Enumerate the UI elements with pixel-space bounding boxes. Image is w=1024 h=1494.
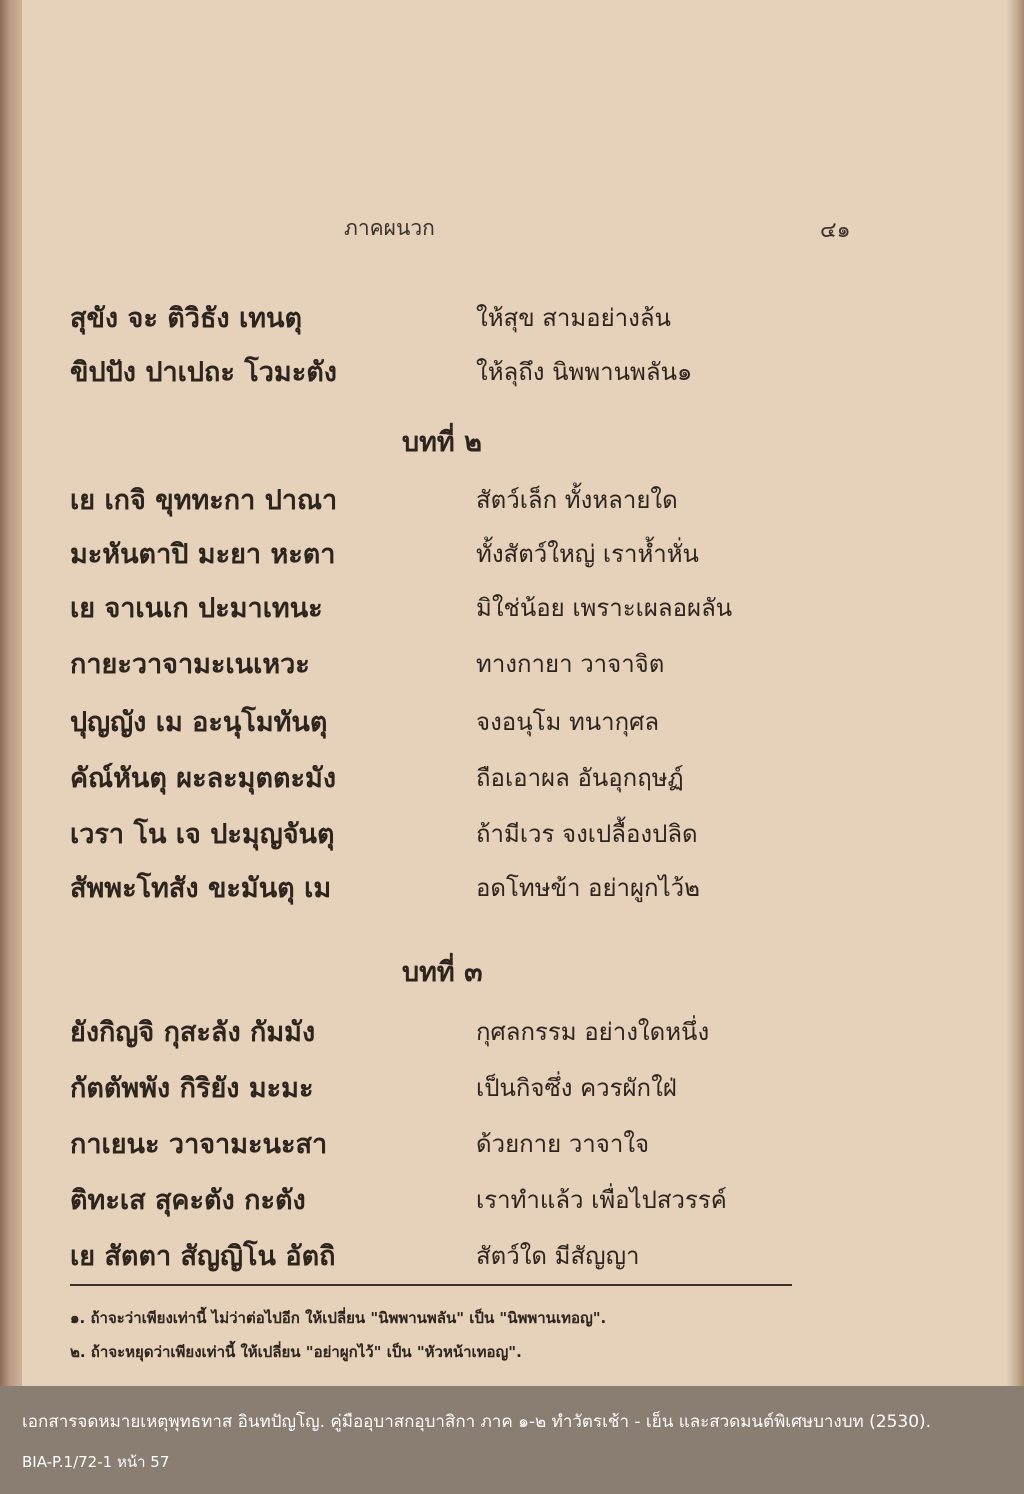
thai-translation: ถือเอาผล อันอุกฤษฏ์ bbox=[476, 764, 684, 792]
pali-text: กาเยนะ วาจามะนะสา bbox=[70, 1129, 328, 1160]
thai-translation: ถ้ามีเวร จงเปลื้องปลิด bbox=[476, 820, 698, 848]
footnote-divider bbox=[70, 1284, 792, 1286]
thai-translation: สัตว์เล็ก ทั้งหลายใด bbox=[476, 486, 678, 514]
verse-line bbox=[70, 1122, 770, 1162]
verse-line bbox=[70, 586, 770, 626]
thai-translation: มิใช่น้อย เพราะเผลอผลัน bbox=[476, 594, 733, 622]
footnote: ๒. ถ้าจะหยุดว่าเพียงเท่านี้ ให้เปลี่ยน "อย่าผูกไว้" เป็น "หัวหน้าเทอญ". bbox=[70, 1343, 522, 1361]
verse-line bbox=[70, 296, 770, 336]
verse-line bbox=[70, 700, 770, 740]
verse-line bbox=[70, 866, 770, 906]
pali-text: ขิปปัง ปาเปถะ โวมะตัง bbox=[70, 357, 337, 388]
pali-text: เวรา โน เจ ปะมุญจันตุ bbox=[70, 819, 335, 850]
thai-translation: ทางกายา วาจาจิต bbox=[476, 650, 665, 678]
verse-line bbox=[70, 642, 770, 682]
pali-text: กายะวาจามะเนเหวะ bbox=[70, 649, 310, 680]
thai-translation: เป็นกิจซึ่ง ควรผักใฝ่ bbox=[476, 1074, 677, 1102]
section-heading: บทที่ ๓ bbox=[402, 957, 483, 988]
thai-translation: อดโทษข้า อย่าผูกไว้๒ bbox=[476, 874, 700, 902]
verse-line bbox=[70, 532, 770, 572]
thai-translation: ให้ลุถึง นิพพานพลัน๑ bbox=[476, 358, 693, 386]
pali-text: ยังกิญจิ กุสะลัง กัมมัง bbox=[70, 1017, 316, 1048]
section-heading: บทที่ ๒ bbox=[402, 427, 482, 458]
pali-text: กัตตัพพัง กิริยัง มะมะ bbox=[70, 1073, 314, 1104]
thai-translation: สัตว์ใด มีสัญญา bbox=[476, 1242, 640, 1270]
pali-text: ปุญญัง เม อะนุโมทันตุ bbox=[70, 707, 328, 738]
verse-line bbox=[70, 1234, 770, 1274]
pali-text: เย เกจิ ขุททะกา ปาณา bbox=[70, 485, 338, 516]
pali-text: ติทะเส สุคะตัง กะตัง bbox=[70, 1185, 306, 1216]
thai-translation: ให้สุข สามอย่างล้น bbox=[476, 304, 671, 332]
footnote: ๑. ถ้าจะว่าเพียงเท่านี้ ไม่ว่าต่อไปอีก ให้เปลี่ยน "นิพพานพลัน" เป็น "นิพพานเทอญ". bbox=[70, 1309, 607, 1327]
verse-line bbox=[70, 1178, 770, 1218]
pali-text: คัณ์หันตุ ผะละมุตตะมัง bbox=[70, 763, 337, 794]
caption-bar bbox=[0, 1386, 1024, 1494]
verse-line bbox=[70, 1066, 770, 1106]
thai-translation: ด้วยกาย วาจาใจ bbox=[476, 1130, 650, 1158]
thai-translation: กุศลกรรม อย่างใดหนึ่ง bbox=[476, 1018, 710, 1046]
verse-line bbox=[70, 756, 770, 796]
pali-text: เย จาเนเก ปะมาเทนะ bbox=[70, 593, 323, 624]
archive-reference: BIA-P.1/72-1 หน้า 57 bbox=[22, 1453, 170, 1471]
archive-citation: เอกสารจดหมายเหตุพุทธทาส อินทปัญโญ. คู่มืออุบาสกอุบาสิกา ภาค ๑-๒ ทำวัตรเช้า - เย็น และสวดมนต์พิเศษบางบท (2530). bbox=[22, 1412, 932, 1432]
verse-line bbox=[70, 350, 770, 390]
thai-translation: เราทำแล้ว เพื่อไปสวรรค์ bbox=[476, 1186, 727, 1214]
pali-text: เย สัตตา สัญญิโน อัตถิ bbox=[70, 1241, 336, 1272]
pali-text: สัพพะโทสัง ขะมันตุ เม bbox=[70, 873, 332, 904]
verse-line bbox=[70, 812, 770, 852]
verse-line bbox=[70, 478, 770, 518]
page-edge bbox=[1006, 0, 1024, 1386]
page-header-title: ภาคผนวก bbox=[344, 216, 435, 240]
pali-text: สุขัง จะ ติวิธัง เทนตุ bbox=[70, 303, 303, 334]
page-number: ๔๑ bbox=[820, 218, 851, 243]
verse-line bbox=[70, 1010, 770, 1050]
thai-translation: จงอนุโม ทนากุศล bbox=[476, 708, 660, 736]
thai-translation: ทั้งสัตว์ใหญ่ เราห้ำหั่น bbox=[476, 540, 699, 568]
book-spine bbox=[0, 0, 22, 1386]
pali-text: มะหันตาปิ มะยา หะตา bbox=[70, 539, 336, 570]
